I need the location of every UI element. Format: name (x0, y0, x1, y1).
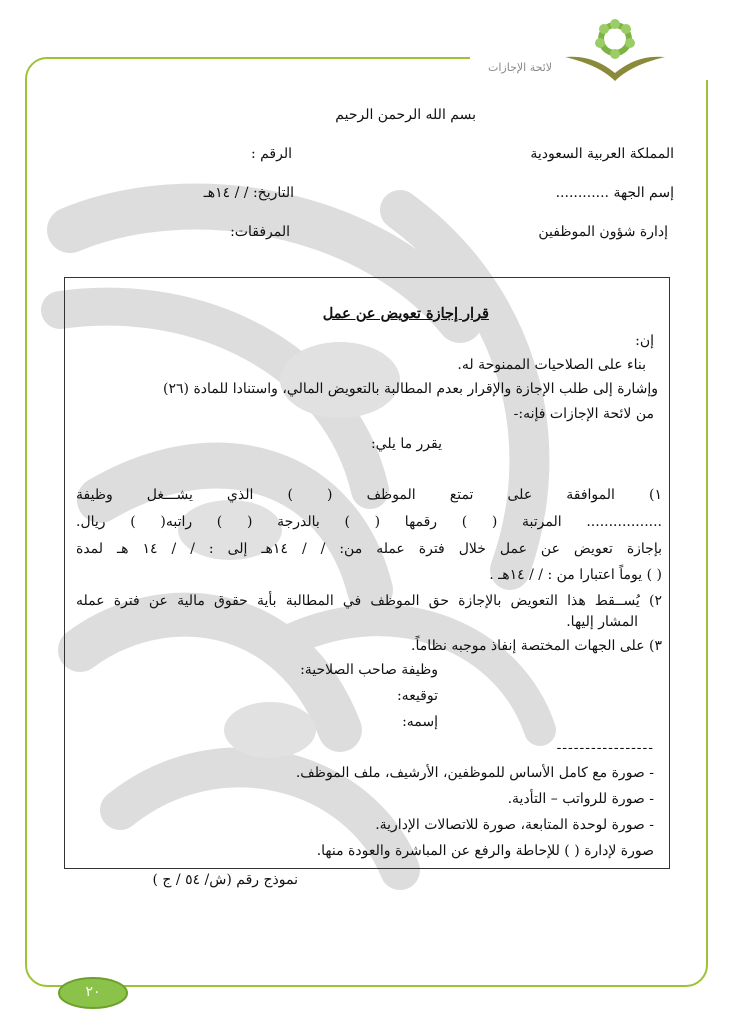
number-label: الرقم : (250, 146, 292, 162)
copy-3: - صورة لوحدة المتابعة، صورة للاتصالات الإدارية. (375, 817, 654, 833)
hr-department: إدارة شؤون الموظفين (538, 224, 668, 240)
decision-line-3: من لائحة الإجازات فإنه:- (513, 406, 654, 422)
signature-label: توقيعه: (396, 688, 438, 704)
form-code: نموذج رقم (ش/ ٥٤ / ج ) (152, 872, 298, 888)
item-1-line-a: ١) الموافقة على تمتع الموظف ( ) الذي يشـــغل وظيفة (76, 487, 662, 503)
authority-job-label: وظيفة صاحب الصلاحية: (300, 662, 438, 678)
separator-line: ----------------- (556, 740, 654, 756)
entity-label: إسم الجهة ............ (555, 185, 674, 201)
decision-title: قرار إجازة تعويض عن عمل (322, 305, 489, 322)
copy-1: - صورة مع كامل الأساس للموظفين، الأرشيف، ملف الموظف. (295, 765, 654, 781)
copy-2: - صورة للرواتب – التأدية. (507, 791, 654, 807)
item-1-line-d: ( ) يوماً اعتبارا من : / / ١٤هـ . (489, 567, 662, 583)
kingdom-label: المملكة العربية السعودية (530, 146, 674, 162)
copy-4: صورة لإدارة ( ) للإحاطة والرفع عن المباشرة والعودة منها. (316, 843, 654, 859)
attachments-label: المرفقات: (230, 224, 290, 240)
item-1-line-c: بإجازة تعويض عن عمل خلال فترة عمله من: / / ١٤هـ إلى : / / ١٤ هـ لمدة (76, 541, 662, 557)
decision-intro: إن: (635, 333, 654, 349)
organization-logo (560, 15, 670, 85)
decides-label: يقرر ما يلي: (370, 436, 442, 452)
basmala: بسم الله الرحمن الرحيم (335, 107, 476, 123)
page-number: ٢٠ (85, 984, 101, 1000)
decision-line-1: بناء على الصلاحيات الممنوحة له. (457, 357, 646, 373)
header-label: لائحة الإجازات (488, 61, 553, 74)
item-1-line-b: ................. المرتبة ( ) رقمها ( ) بالدرجة ( ) راتبه( ) ريال. (76, 514, 662, 530)
item-2-line-a: ٢) يُســقط هذا التعويض بالإجازة حق الموظف في المطالبة بأية حقوق مالية عن فترة عمله (76, 593, 662, 609)
decision-line-2: وإشارة إلى طلب الإجازة والإقرار بعدم المطالبة بالتعويض المالي، واستنادا للمادة (٢٦) (163, 381, 658, 397)
name-label: إسمه: (402, 714, 438, 730)
item-2-line-b: المشار إليها. (566, 614, 638, 630)
date-label: التاريخ: / / ١٤هـ (203, 185, 294, 201)
item-3: ٣) على الجهات المختصة إنفاذ موجبه نظاماً. (411, 638, 662, 654)
